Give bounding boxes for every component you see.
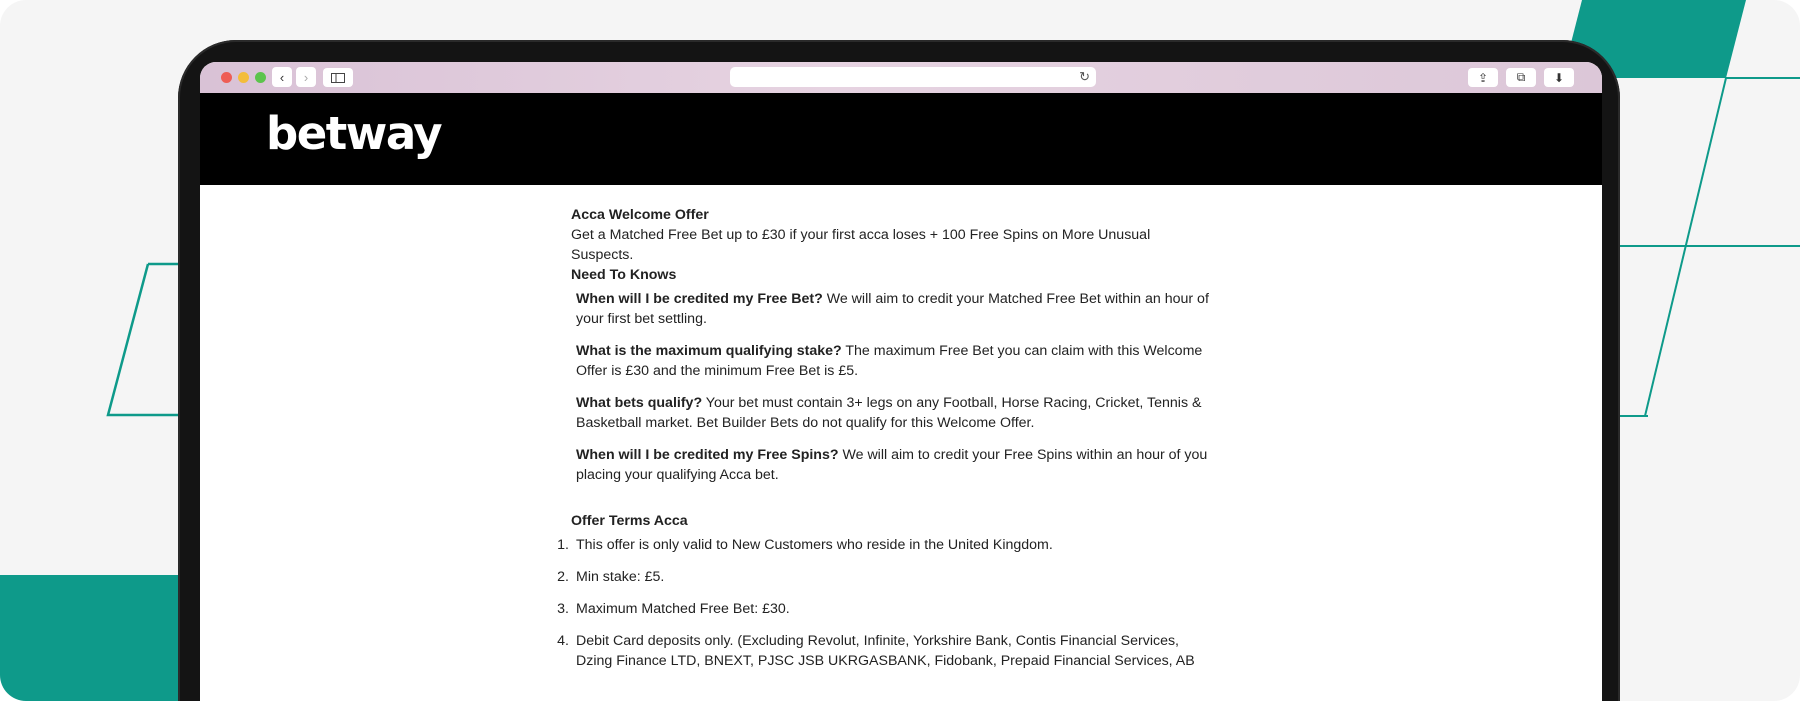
faq-item — [576, 445, 1216, 485]
faq-question: What bets qualify? — [576, 395, 703, 411]
faq-item — [576, 393, 1216, 433]
terms-item-number: 4. — [557, 633, 569, 649]
chevron-left-icon: ‹ — [279, 69, 285, 85]
faq-question: When will I be credited my Free Spins? — [576, 447, 839, 463]
tabs-icon: ⧉ — [1516, 70, 1526, 84]
terms-item-text: Maximum Matched Free Bet: £30. — [576, 601, 790, 617]
terms-list-item — [557, 567, 1211, 587]
betway-logo[interactable]: betway — [266, 107, 442, 160]
terms-item-text: This offer is only valid to New Customers who reside in the United Kingdom. — [576, 537, 1053, 553]
faq-question: What is the maximum qualifying stake? — [576, 343, 842, 359]
faq-item — [576, 341, 1216, 381]
chevron-right-icon: › — [303, 69, 309, 85]
forward-button[interactable] — [296, 67, 316, 87]
share-icon: ⇪ — [1477, 70, 1489, 85]
terms-item-number: 2. — [557, 569, 569, 585]
terms-list-item — [557, 599, 1211, 619]
terms-list-item — [557, 631, 1211, 671]
address-bar[interactable] — [730, 67, 1096, 87]
terms-item-number: 3. — [557, 601, 569, 617]
reload-icon[interactable]: ↻ — [1079, 69, 1090, 84]
need-to-knows-title: Need To Knows — [571, 267, 677, 283]
back-button[interactable] — [272, 67, 292, 87]
terms-item-text: Min stake: £5. — [576, 569, 665, 585]
terms-item-number: 1. — [557, 537, 569, 553]
close-window-button[interactable] — [221, 72, 232, 83]
offer-terms-list — [557, 535, 1211, 671]
offer-description: Get a Matched Free Bet up to £30 if your first acca loses + 100 Free Spins on More Unusual Suspects. — [571, 227, 1151, 263]
offer-title: Acca Welcome Offer — [571, 207, 709, 223]
share-button[interactable] — [1468, 68, 1498, 87]
tabs-overview-button[interactable] — [1506, 68, 1536, 87]
terms-item-text: Debit Card deposits only. (Excluding Revolut, Infinite, Yorkshire Bank, Contis Financial Services, Dzing Finance LTD, BNEXT, PJSC JSB UKRGASBANK, Fidobank, Prepaid Financial Services, AB — [576, 633, 1195, 669]
maximize-window-button[interactable] — [255, 72, 266, 83]
offer-terms-title: Offer Terms Acca — [571, 513, 688, 529]
faq-question: When will I be credited my Free Bet? — [576, 291, 823, 307]
downloads-button[interactable] — [1544, 68, 1574, 87]
teal-outline-left — [108, 264, 186, 415]
download-icon: ⬇ — [1553, 70, 1565, 85]
faq-answer: We will aim to credit your Free Spins within an hour of you placing your qualifying Acca bet. — [576, 447, 1208, 483]
browser-toolbar — [200, 62, 1602, 93]
teal-block-bottom-left — [0, 575, 200, 701]
site-header — [200, 93, 1602, 185]
terms-list-item — [557, 535, 1211, 555]
offer-document — [557, 205, 1211, 683]
minimize-window-button[interactable] — [238, 72, 249, 83]
faq-answer: Your bet must contain 3+ legs on any Football, Horse Racing, Cricket, Tennis & Basketball market. Bet Builder Bets do not qualify for this Welcome Offer. — [576, 395, 1202, 431]
faq-answer: We will aim to credit your Matched Free Bet within an hour of your first bet settling. — [576, 291, 1209, 327]
faq-item — [576, 289, 1216, 329]
sidebar-icon — [331, 73, 345, 83]
sidebar-toggle-button[interactable] — [323, 68, 353, 87]
faq-answer: The maximum Free Bet you can claim with this Welcome Offer is £30 and the minimum Free Bet is £5. — [576, 343, 1203, 379]
browser-window — [200, 62, 1602, 701]
